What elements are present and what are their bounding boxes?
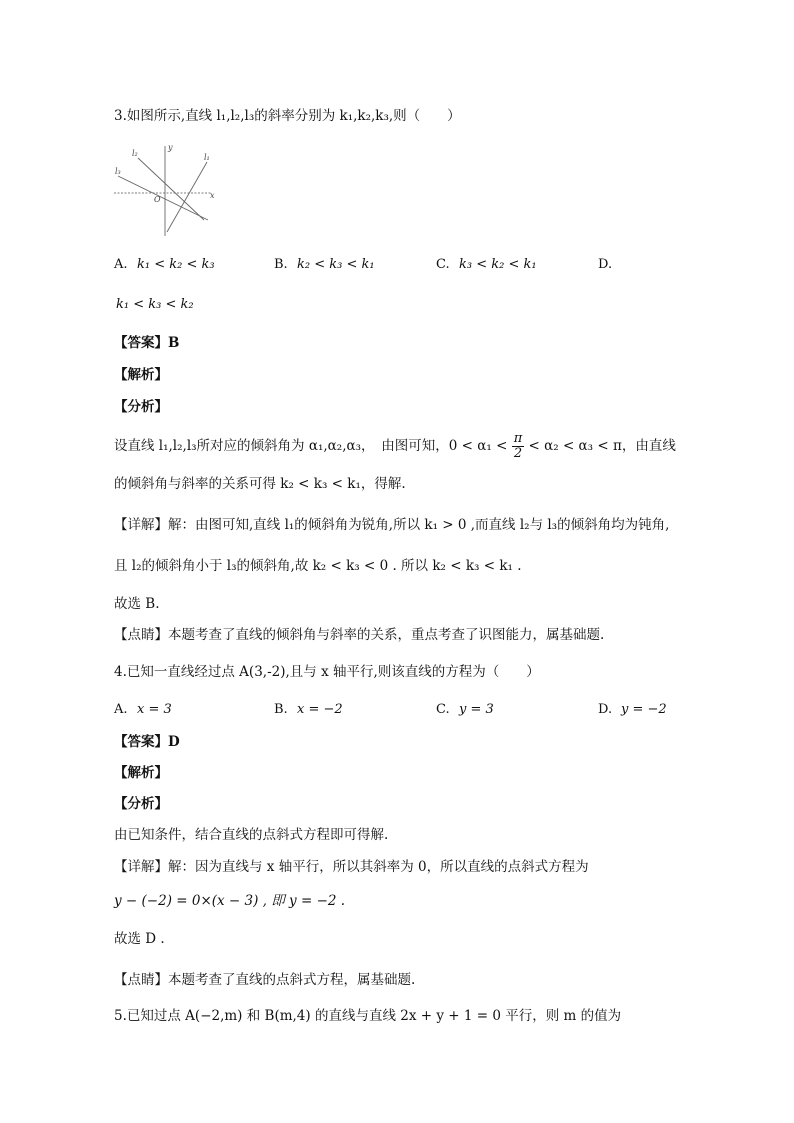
q4-stem: 4.已知一直线经过点 A(3,-2),且与 x 轴平行,则该直线的方程为（ ）	[114, 664, 540, 680]
q3-option-d-letter: D.	[598, 257, 613, 272]
label-origin: O	[154, 195, 161, 204]
q3-detail-line2: 且 l₂的倾斜角小于 l₃的倾斜角,故 k₂ < k₃ < 0 . 所以 k₂ < k₃ < k₁ .	[114, 558, 522, 574]
q3-fenxi-line2: 的倾斜角与斜率的关系可得 k₂ < k₃ < k₁，得解.	[114, 476, 406, 492]
label-l1: l₁	[204, 153, 210, 162]
q3-detail-line1: 【详解】解：由图可知,直线 l₁的倾斜角为锐角,所以 k₁ > 0 ,而直线 l₂与 l₃的倾斜角均为钝角,	[114, 517, 670, 533]
q3-comment: 【点睛】本题考查了直线的倾斜角与斜率的关系，重点考查了识图能力，属基础题.	[114, 627, 605, 643]
q4-analysis-title: 【解析】	[114, 765, 168, 781]
q3-option-b-letter: B.	[274, 257, 288, 272]
q4-detail-line1: 【详解】解：因为直线与 x 轴平行，所以其斜率为 0，所以直线的点斜式方程为	[114, 859, 589, 875]
line-l3	[118, 176, 208, 220]
label-y: y	[168, 143, 173, 152]
q3-option-d-text: k₁ < k₃ < k₂	[116, 297, 194, 312]
q5-stem: 5.已知过点 A(−2,m) 和 B(m,4) 的直线与直线 2x + y + 1 = 0 平行，则 m 的值为	[114, 1008, 622, 1024]
q3-option-b-text: k₂ < k₃ < k₁	[297, 257, 375, 272]
q3-analysis-title: 【解析】	[114, 367, 168, 383]
q4-option-b-letter: B.	[274, 702, 288, 717]
q3-option-a-text: k₁ < k₂ < k₃	[137, 257, 215, 272]
q4-fenxi-title: 【分析】	[114, 796, 168, 812]
q4-option-a-letter: A.	[114, 702, 128, 717]
q3-fenxi-line1: 设直线 l₁,l₂,l₃所对应的倾斜角为 α₁,α₂,α₃， 由图可知，0 < α₁ < $\frac{\pi}{2}$ < α₂ < α₃ < π，由直线	[114, 431, 676, 461]
q3-option-a-letter: A.	[114, 257, 128, 272]
q4-option-d-text: y = −2	[621, 702, 667, 717]
q3-answer: 【答案】B	[114, 335, 180, 351]
q3-figure	[112, 140, 220, 240]
q4-answer: 【答案】D	[114, 734, 180, 750]
q4-option-a-text: x = 3	[137, 702, 172, 717]
q3-option-c-letter: C.	[436, 257, 450, 272]
q4-comment: 【点睛】本题考查了直线的点斜式方程，属基础题.	[114, 972, 416, 988]
q4-option-d-letter: D.	[598, 702, 613, 717]
q4-fenxi: 由已知条件，结合直线的点斜式方程即可得解.	[114, 827, 389, 843]
label-l2: l₂	[132, 149, 138, 158]
line-l1	[167, 162, 207, 232]
q4-option-c-text: y = 3	[459, 702, 494, 717]
label-l3: l₃	[115, 167, 121, 176]
q4-option-b-text: x = −2	[297, 702, 343, 717]
q3-choose: 故选 B.	[114, 596, 160, 612]
label-x: x	[210, 191, 215, 200]
q3-stem: 3.如图所示,直线 l₁,l₂,l₃的斜率分别为 k₁,k₂,k₃,则（ ）	[114, 108, 461, 124]
q4-choose: 故选 D .	[114, 931, 165, 947]
q3-fenxi-title: 【分析】	[114, 399, 168, 415]
line-l2	[138, 158, 204, 220]
q3-option-c-text: k₃ < k₂ < k₁	[459, 257, 537, 272]
q4-option-c-letter: C.	[436, 702, 450, 717]
pi-over-two-fraction: $\frac{\pi}{2}$	[513, 431, 523, 461]
q4-detail-line2: y − (−2) = 0×(x − 3) , 即 y = −2 .	[114, 893, 346, 909]
